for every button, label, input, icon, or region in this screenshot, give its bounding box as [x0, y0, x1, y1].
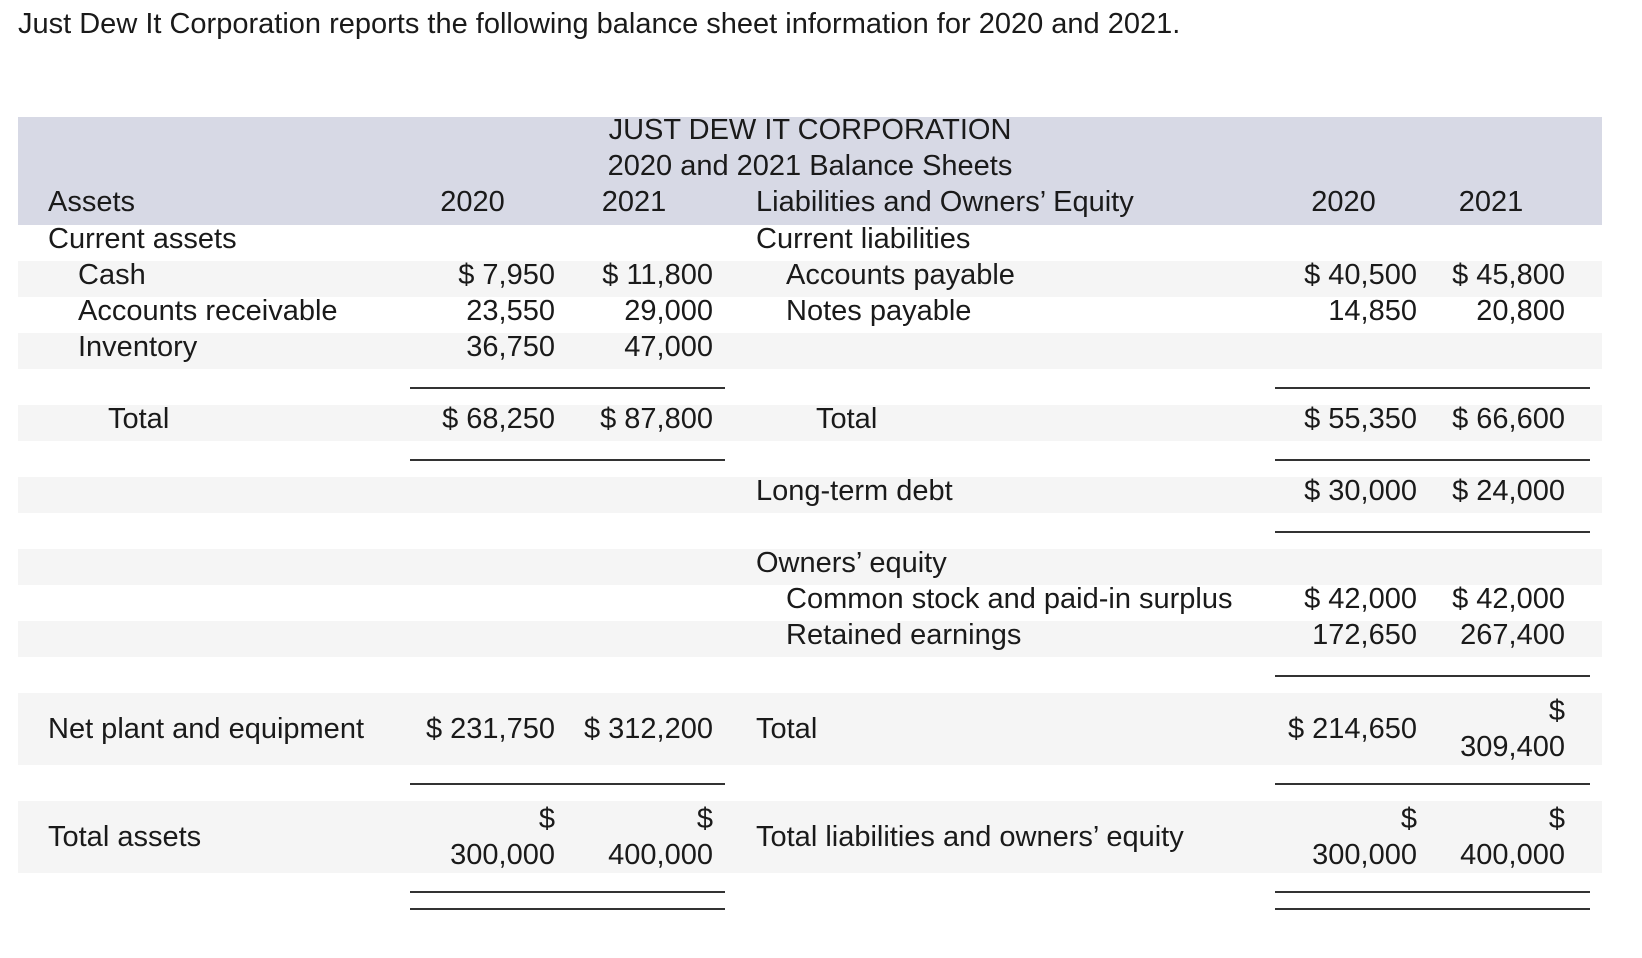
statement-subtitle: 2020 and 2021 Balance Sheets	[607, 150, 1013, 182]
asset-label-cash: Cash	[78, 259, 146, 291]
current-assets-total-2021: $ 87,800	[600, 403, 713, 435]
long-term-debt-label: Long-term debt	[756, 475, 953, 507]
asset-double-rule-top	[410, 891, 725, 893]
inventory-2021: 47,000	[624, 331, 713, 363]
long-term-debt-2021: $ 24,000	[1452, 475, 1565, 507]
accounts-payable-2021: $ 45,800	[1452, 259, 1565, 291]
long-term-debt-underline	[1275, 531, 1590, 533]
cash-2020: $ 7,950	[458, 259, 555, 291]
liability-label-notes-payable: Notes payable	[786, 295, 972, 327]
assets-heading: Assets	[48, 186, 136, 218]
liabilities-year-2020: 2020	[1311, 186, 1376, 218]
liability-label-accounts-payable: Accounts payable	[786, 259, 1015, 291]
common-stock-label: Common stock and paid-in surplus	[786, 583, 1233, 615]
current-assets-total-label: Total	[108, 403, 170, 435]
liability-total-underline	[1275, 459, 1590, 461]
equity-subtotal-rule	[1275, 675, 1590, 677]
receivables-2021: 29,000	[624, 295, 713, 327]
owners-equity-label: Owners’ equity	[756, 547, 947, 579]
intro-text: Just Dew It Corporation reports the following balance sheet information for 2020 and 2021.	[18, 8, 1181, 40]
row-band-inventory	[18, 333, 1602, 369]
current-assets-total-2020: $ 68,250	[442, 403, 555, 435]
inventory-2020: 36,750	[466, 331, 555, 363]
equity-total-2020: $ 214,650	[1287, 713, 1417, 745]
liability-double-rule-top	[1275, 891, 1590, 893]
notes-payable-2020: 14,850	[1328, 295, 1417, 327]
equity-total-label: Total	[756, 713, 818, 745]
equity-total-2021-sign: $	[1548, 695, 1565, 727]
total-liabilities-equity-label: Total liabilities and owners’ equity	[756, 821, 1184, 853]
common-stock-2021: $ 42,000	[1452, 583, 1565, 615]
asset-grand-rule	[410, 783, 725, 785]
cash-2021: $ 11,800	[602, 259, 713, 291]
asset-label-inventory: Inventory	[78, 331, 198, 363]
current-liabilities-label: Current liabilities	[756, 223, 971, 255]
total-liabilities-equity-2021-sign: $	[1548, 803, 1565, 835]
total-liabilities-equity-2020-sign: $	[1400, 803, 1417, 835]
liability-double-rule-bottom	[1275, 908, 1590, 910]
net-plant-label: Net plant and equipment	[48, 713, 364, 745]
assets-year-2020: 2020	[440, 186, 505, 218]
total-assets-2020-sign: $	[538, 803, 555, 835]
asset-total-underline	[410, 459, 725, 461]
net-plant-2020: $ 231,750	[425, 713, 555, 745]
retained-earnings-2020: 172,650	[1312, 619, 1417, 651]
total-liabilities-equity-2020: 300,000	[1312, 839, 1417, 871]
asset-label-receivables: Accounts receivable	[78, 295, 338, 327]
liability-grand-rule	[1275, 783, 1590, 785]
common-stock-2020: $ 42,000	[1304, 583, 1417, 615]
asset-subtotal-rule	[410, 387, 725, 389]
current-liabilities-total-2020: $ 55,350	[1304, 403, 1417, 435]
assets-year-2021: 2021	[601, 186, 667, 218]
retained-earnings-label: Retained earnings	[786, 619, 1022, 651]
net-plant-2021: $ 312,200	[583, 713, 713, 745]
current-assets-label: Current assets	[48, 223, 237, 255]
liabilities-year-2021: 2021	[1458, 186, 1524, 218]
current-liabilities-total-label: Total	[816, 403, 878, 435]
total-assets-2021-sign: $	[696, 803, 713, 835]
receivables-2020: 23,550	[466, 295, 555, 327]
liability-subtotal-rule	[1275, 387, 1590, 389]
total-assets-label: Total assets	[48, 821, 202, 853]
liabilities-heading: Liabilities and Owners’ Equity	[756, 186, 1134, 218]
company-name: JUST DEW IT CORPORATION	[608, 114, 1012, 146]
asset-double-rule-bottom	[410, 908, 725, 910]
current-liabilities-total-2021: $ 66,600	[1452, 403, 1565, 435]
accounts-payable-2020: $ 40,500	[1304, 259, 1417, 291]
total-assets-2020: 300,000	[450, 839, 555, 871]
long-term-debt-2020: $ 30,000	[1304, 475, 1417, 507]
retained-earnings-2021: 267,400	[1460, 619, 1565, 651]
total-assets-2021: 400,000	[608, 839, 713, 871]
equity-total-2021: 309,400	[1460, 731, 1565, 763]
notes-payable-2021: 20,800	[1476, 295, 1565, 327]
total-liabilities-equity-2021: 400,000	[1460, 839, 1565, 871]
